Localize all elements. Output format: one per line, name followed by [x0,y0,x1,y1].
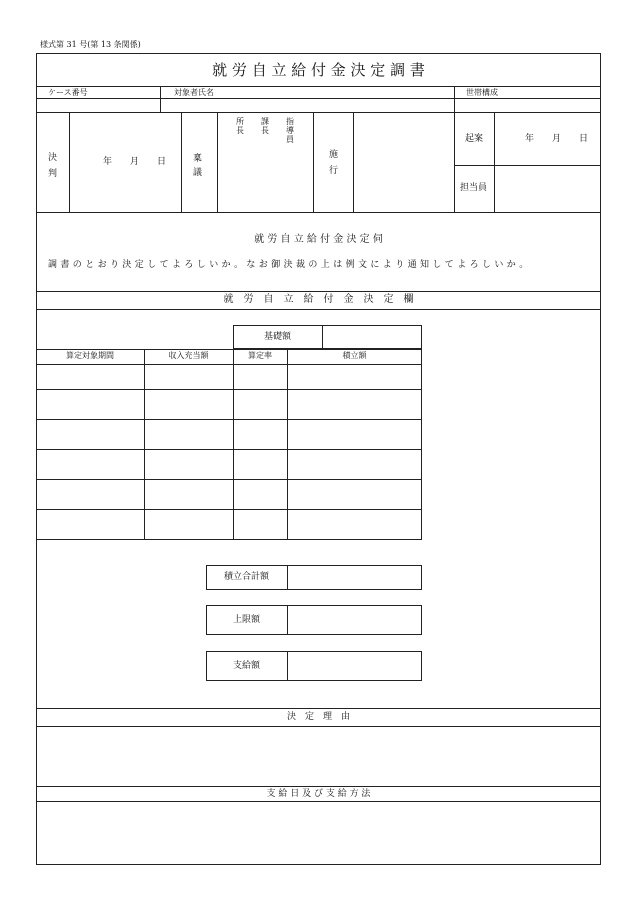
stamp-head-instructor: 指 導 員 [286,117,294,144]
payment-method-field[interactable] [37,802,600,864]
table-row[interactable] [37,420,421,449]
staff-label: 担当員 [460,183,488,193]
reason-heading: 決 定 理 由 [286,712,350,722]
table-row[interactable] [37,365,421,389]
page-title: 就 労 自 立 給 付 金 決 定 調 書 [212,61,425,79]
column-header-savings: 積立額 [342,351,367,360]
column-header-rate: 算定率 [248,351,272,360]
column-header-period: 算定対象期間 [66,351,114,360]
draft-date: 年 月 日 [525,134,589,144]
table-row[interactable] [37,450,421,479]
decision-date: 年 月 日 [103,157,167,167]
payment-method-heading: 支 給 日 及 び 支 給 方 法 [266,789,371,799]
household-label: 世帯構成 [466,88,498,97]
payment-amount-label: 支給額 [232,661,260,671]
payment-amount-field[interactable] [289,653,420,679]
subject-name-field[interactable] [170,100,450,111]
table-row[interactable] [37,510,421,539]
stamp-head-director: 所 長 [236,117,244,135]
case-number-field[interactable] [48,100,148,111]
table-row[interactable] [37,390,421,419]
subject-name-label: 対象者氏名 [174,88,214,97]
upper-limit-label: 上限額 [232,615,260,625]
inquiry-body: 調書のとおり決定してよろしいか。なお御決裁の上は例文により通知してよろしいか。 [48,260,532,270]
decision-label: 決 判 [48,153,58,179]
total-savings-field[interactable] [289,567,420,588]
base-amount-field[interactable] [324,327,420,347]
form-number-label: 様式第 31 号(第 13 条関係) [40,40,141,49]
inquiry-heading: 就 労 自 立 給 付 金 決 定 伺 [254,234,383,245]
column-header-income: 収入充当額 [168,351,209,360]
base-amount-label: 基礎額 [263,332,291,342]
proposal-label: 稟 議 [193,154,203,178]
reason-field[interactable] [37,727,600,785]
stamp-head-section-chief: 課 長 [261,117,269,135]
total-savings-label: 積立合計額 [223,572,269,582]
draft-label: 起案 [465,134,484,144]
enforcement-label: 施 行 [329,150,339,176]
table-row[interactable] [37,480,421,509]
household-field[interactable] [460,100,596,111]
upper-limit-field[interactable] [289,607,420,633]
case-number-label: ケース番号 [48,88,88,97]
decision-section-heading: 就 労 自 立 給 付 金 決 定 欄 [223,294,414,305]
